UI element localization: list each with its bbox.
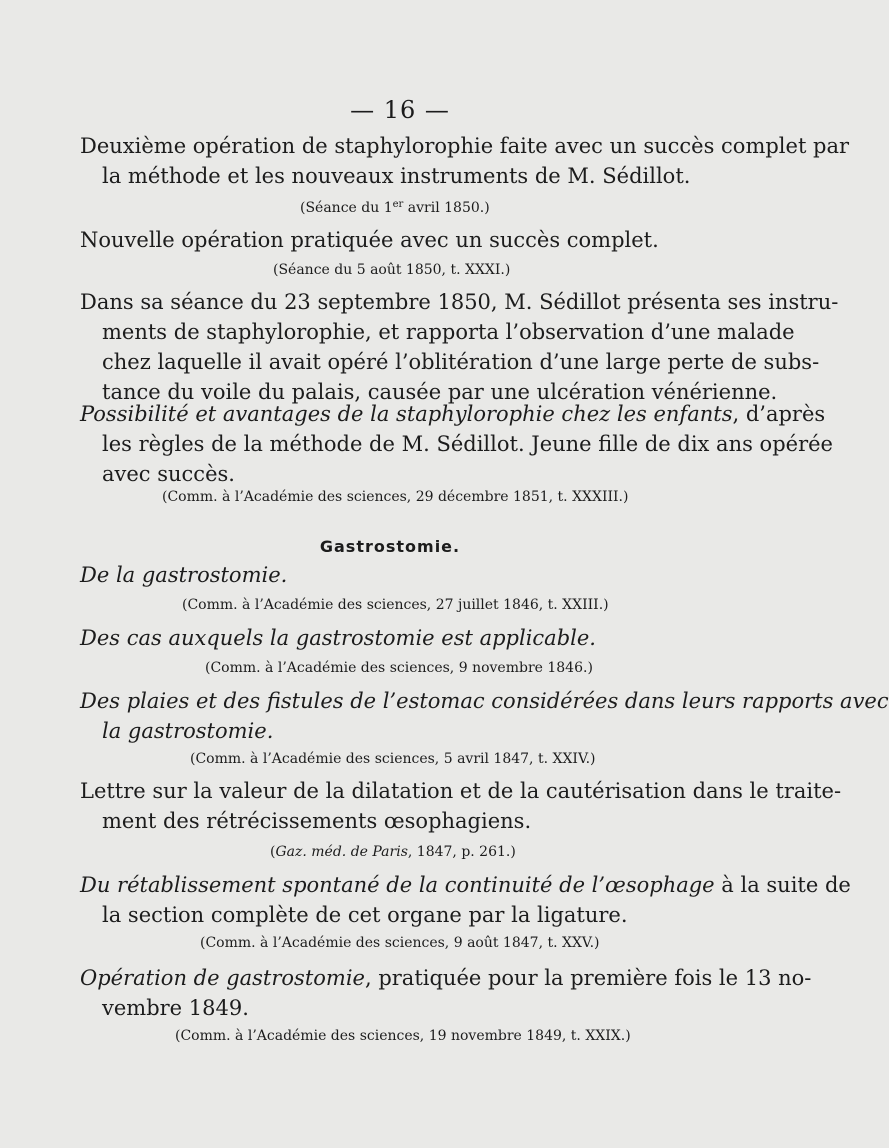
bibliography-entry	[80, 131, 850, 191]
entry-reference: (Séance du 5 août 1850, t. XXXI.)	[273, 262, 511, 278]
entry-text-line: Opération de gastrostomie, pratiquée pour la première fois le 13 no-	[80, 966, 812, 990]
entry-text-line: Des plaies et des fistules de l’estomac considérées dans leurs rapports avec	[80, 689, 889, 713]
entry-text-line: chez laquelle il avait opéré l’oblitération d’une large perte de subs-	[102, 350, 820, 374]
entry-reference: (Gaz. méd. de Paris, 1847, p. 261.)	[270, 844, 516, 860]
entry-text-line: la section complète de cet organe par la ligature.	[102, 903, 628, 927]
entry-reference: (Comm. à l’Académie des sciences, 9 août 1847, t. XXV.)	[200, 935, 600, 951]
bibliography-entry	[80, 776, 842, 836]
bibliography-entry	[80, 560, 698, 590]
page-number: — 16 —	[350, 96, 450, 124]
bibliography-entry	[80, 399, 833, 489]
entry-text-line: les règles de la méthode de M. Sédillot. Jeune fille de dix ans opérée	[102, 432, 833, 456]
entry-text-line: la gastrostomie.	[102, 719, 274, 743]
entry-text-line: Nouvelle opération pratiquée avec un succès complet.	[80, 228, 659, 252]
entry-reference: (Comm. à l’Académie des sciences, 9 novembre 1846.)	[205, 660, 593, 676]
entry-text-line: ments de staphylorophie, et rapporta l’observation d’une malade	[102, 320, 795, 344]
entry-text-line: ment des rétrécissements œsophagiens.	[102, 809, 532, 833]
entry-text-line: la méthode et les nouveaux instruments de M. Sédillot.	[102, 164, 691, 188]
entry-text-line: Dans sa séance du 23 septembre 1850, M. Sédillot présenta ses instru-	[80, 290, 839, 314]
entry-reference: (Comm. à l’Académie des sciences, 29 décembre 1851, t. XXXIII.)	[162, 489, 629, 505]
entry-text-line: Du rétablissement spontané de la continuité de l’œsophage à la suite de	[80, 873, 851, 897]
bibliography-entry	[80, 225, 698, 255]
entry-reference: (Comm. à l’Académie des sciences, 27 juillet 1846, t. XXIII.)	[182, 597, 609, 613]
entry-text-line: Lettre sur la valeur de la dilatation et de la cautérisation dans le traite-	[80, 779, 842, 803]
section-heading: Gastrostomie.	[319, 537, 461, 556]
entry-reference: (Séance du 1er avril 1850.)	[300, 199, 490, 216]
entry-text-line: tance du voile du palais, causée par une ulcération vénérienne.	[102, 380, 778, 404]
bibliography-entry	[80, 686, 889, 746]
entry-text-line: vembre 1849.	[102, 996, 249, 1020]
entry-text-line: Des cas auxquels la gastrostomie est applicable.	[80, 626, 596, 650]
bibliography-entry	[80, 623, 698, 653]
entry-text-line: avec succès.	[102, 462, 235, 486]
entry-reference: (Comm. à l’Académie des sciences, 19 novembre 1849, t. XXIX.)	[175, 1028, 631, 1044]
entry-reference: (Comm. à l’Académie des sciences, 5 avril 1847, t. XXIV.)	[190, 751, 596, 767]
entry-text-line: De la gastrostomie.	[80, 563, 288, 587]
bibliography-entry	[80, 287, 839, 407]
bibliography-entry	[80, 963, 812, 1023]
entry-text-line: Deuxième opération de staphylorophie faite avec un succès complet par	[80, 134, 850, 158]
bibliography-entry	[80, 870, 851, 930]
entry-text-line: Possibilité et avantages de la staphylorophie chez les enfants, d’après	[80, 402, 826, 426]
